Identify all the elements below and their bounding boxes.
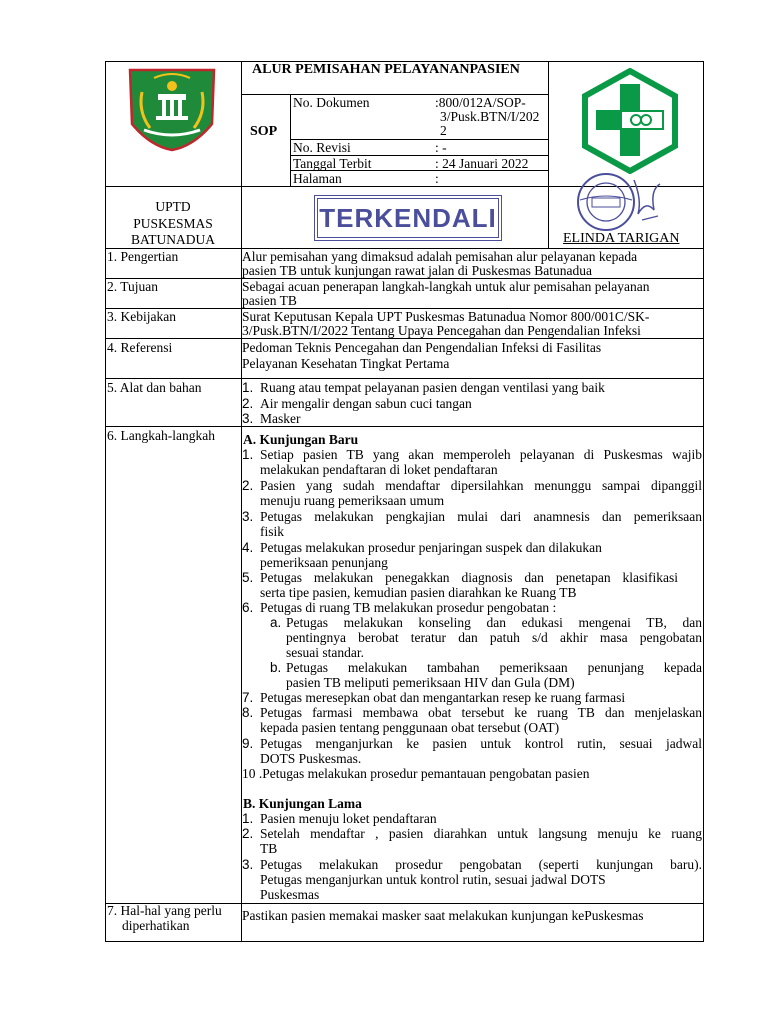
step-a1-line-2: melakukan pendaftaran di loket pendaftaran	[260, 462, 498, 477]
substep-a-line-1: Petugas melakukan konseling dan edukasi mengenai TB, dan	[286, 615, 702, 630]
step-b2-num: 2.	[242, 826, 254, 841]
org-line-3: BATUNADUA	[131, 232, 215, 247]
alat-num-1: 1.	[242, 380, 254, 395]
referensi-line-2: Pelayanan Kesehatan Tingkat Pertama	[242, 356, 450, 371]
meta-value-dokumen-l2: 3/Pusk.BTN/I/202	[440, 109, 540, 124]
row-label-referensi: 4. Referensi	[107, 340, 173, 355]
step-a5-line-1: Petugas melakukan penegakkan diagnosis dan penetapan klasifikasi	[260, 570, 678, 585]
pengertian-line-2: pasien TB untuk kunjungan rawat jalan di Puskesmas Batunadua	[242, 263, 592, 278]
meta-value-halaman: :	[435, 171, 439, 186]
meta-value-dokumen-l3: 2	[440, 123, 447, 138]
step-a2-line-2: menuju ruang pemeriksaan umum	[260, 493, 445, 508]
pengertian-line-1: Alur pemisahan yang dimaksud adalah pemisahan alur pelayanan kepada	[242, 249, 638, 264]
step-a7-line-1: Petugas meresepkan obat dan mengantarkan resep ke ruang farmasi	[260, 690, 626, 705]
substep-b-num: b.	[270, 660, 282, 675]
row-label-pengertian: 1. Pengertian	[107, 249, 179, 264]
alat-item-3: Masker	[260, 411, 301, 426]
tujuan-line-2: pasien TB	[242, 293, 297, 308]
step-a8-line-2: kepada pasien tentang penggunaan obat tersebut (OAT)	[260, 720, 560, 735]
tujuan-line-1: Sebagai acuan penerapan langkah-langkah untuk alur pemisahan pelayanan	[242, 279, 650, 294]
row-label-kebijakan: 3. Kebijakan	[107, 309, 176, 324]
meta-label-dokumen: No. Dokumen	[293, 95, 370, 110]
row-label-langkah: 6. Langkah-langkah	[107, 428, 215, 443]
org-line-1: UPTD	[155, 199, 191, 214]
row-label-alat: 5. Alat dan bahan	[107, 380, 202, 395]
meta-value-dokumen-l1: :800/012A/SOP-	[435, 95, 526, 110]
step-a4-num: 4.	[242, 540, 254, 555]
step-b2-line-2: TB	[260, 841, 278, 856]
row-label-hal-line-1: 7. Hal-hal yang perlu	[107, 903, 222, 918]
row-label-hal-line-2: diperhatikan	[122, 918, 190, 933]
step-b2-line-1: Setelah mendaftar , pasien diarahkan untuk langsung menuju ke ruang	[260, 826, 702, 841]
step-b1-line-1: Pasien menuju loket pendaftaran	[260, 811, 437, 826]
document-title: ALUR PEMISAHAN PELAYANANPASIEN	[252, 62, 520, 77]
row-label-tujuan: 2. Tujuan	[107, 279, 159, 294]
step-a9-num: 9.	[242, 736, 254, 751]
referensi-line-1: Pedoman Teknis Pencegahan dan Pengendalian Infeksi di Fasilitas	[242, 340, 602, 355]
step-a4-line-1: Petugas melakukan prosedur penjaringan suspek dan dilakukan	[260, 540, 602, 555]
step-a4-line-2: pemeriksaan penunjang	[260, 555, 388, 570]
meta-label-tanggal: Tanggal Terbit	[293, 156, 372, 171]
alat-item-2: Air mengalir dengan sabun cuci tangan	[260, 396, 472, 411]
puskesmas-seal	[572, 170, 666, 234]
step-a3-line-2: fisik	[260, 524, 285, 539]
step-a3-line-1: Petugas melakukan pengkajian mulai dari anamnesis dan pemeriksaan	[260, 509, 702, 524]
step-a3-num: 3.	[242, 509, 254, 524]
kebijakan-line-1: Surat Keputusan Kepala UPT Puskesmas Batunadua Nomor 800/001C/SK-	[242, 309, 650, 324]
hal-text: Pastikan pasien memakai masker saat melakukan kunjungan kePuskesmas	[242, 908, 644, 923]
terkendali-stamp: TERKENDALI	[314, 195, 502, 241]
step-a5-line-2: serta tipe pasien, kemudian pasien diarahkan ke Ruang TB	[260, 585, 577, 600]
step-b3-line-1: Petugas melakukan prosedur pengobatan (seperti kunjungan baru).	[260, 857, 702, 872]
substep-a-line-3: sesuai standar.	[286, 645, 364, 660]
step-a5-num: 5.	[242, 570, 254, 585]
substep-a-line-2: pentingnya berobat teratur dan patuh s/d akhir masa pengobatan	[286, 630, 702, 645]
step-b3-line-2: Petugas menganjurkan untuk kontrol rutin, sesuai jadwal DOTS	[260, 872, 606, 887]
step-a9-line-1: Petugas menganjurkan ke pasien untuk kontrol rutin, sesuai jadwal	[260, 736, 702, 751]
step-b3-num: 3.	[242, 857, 254, 872]
meta-value-revisi: : -	[435, 140, 447, 155]
step-a10: 10 .Petugas melakukan prosedur pemantauan pengobatan pasien	[242, 766, 590, 781]
substep-a-num: a.	[270, 615, 282, 630]
step-b1-num: 1.	[242, 811, 254, 826]
section-a-heading: A. Kunjungan Baru	[243, 432, 359, 447]
section-b-heading: B. Kunjungan Lama	[243, 796, 362, 811]
alat-num-3: 3.	[242, 411, 254, 426]
signatory-name: ELINDA TARIGAN	[563, 231, 680, 246]
step-a8-num: 8.	[242, 705, 254, 720]
step-a6-num: 6.	[242, 600, 254, 615]
step-a1-num: 1.	[242, 447, 254, 462]
step-b3-line-3: Puskesmas	[260, 887, 320, 902]
step-a2-line-1: Pasien yang sudah mendaftar dipersilahkan menunggu sampai dipanggil	[260, 478, 702, 493]
step-a8-line-1: Petugas farmasi membawa obat tersebut ke ruang TB dan menjelaskan	[260, 705, 702, 720]
step-a9-line-2: DOTS Puskesmas.	[260, 751, 362, 766]
kebijakan-line-2: 3/Pusk.BTN/I/2022 Tentang Upaya Pencegahan dan Pengendalian Infeksi	[242, 323, 641, 338]
step-a1-line-1: Setiap pasien TB yang akan memperoleh pelayanan di Puskesmas wajib	[260, 447, 702, 462]
puskesmas-logo	[580, 68, 680, 174]
alat-item-1: Ruang atau tempat pelayanan pasien dengan ventilasi yang baik	[260, 380, 605, 395]
substep-b-line-2: pasien TB meliputi pemeriksaan HIV dan Gula (DM)	[286, 675, 575, 690]
meta-value-tanggal: : 24 Januari 2022	[435, 156, 529, 171]
alat-num-2: 2.	[242, 396, 254, 411]
step-a7-num: 7.	[242, 690, 254, 705]
sop-label: SOP	[250, 124, 278, 139]
org-line-2: PUSKESMAS	[133, 216, 213, 231]
step-a2-num: 2.	[242, 478, 254, 493]
substep-b-line-1: Petugas melakukan tambahan pemeriksaan penunjang kepada	[286, 660, 702, 675]
government-logo	[124, 64, 220, 152]
step-a6-line-1: Petugas di ruang TB melakukan prosedur pengobatan :	[260, 600, 557, 615]
meta-label-halaman: Halaman	[293, 171, 342, 186]
meta-label-revisi: No. Revisi	[293, 140, 351, 155]
